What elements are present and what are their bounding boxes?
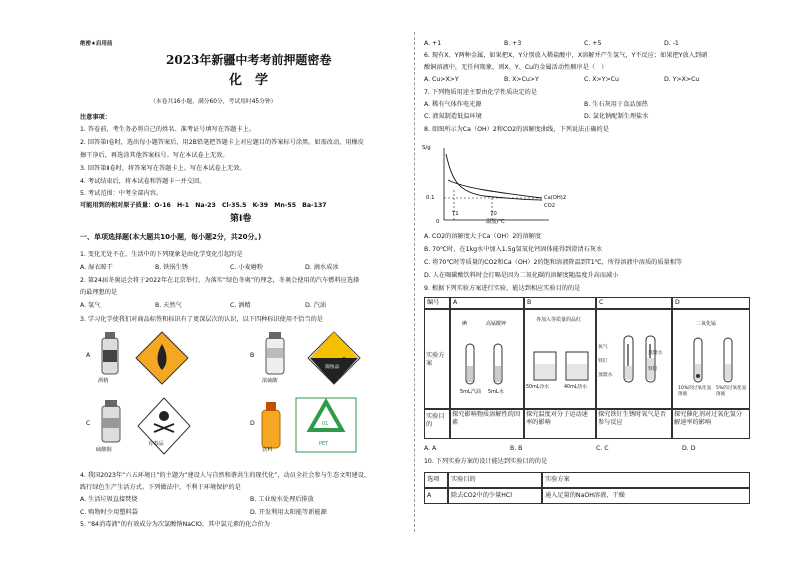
question-4-stem: 4. 我国2023年“六五环境日”的主题为“建设人与自然和谐共生的现代化”，动员全社会参与生态文明建设、 (80, 472, 371, 479)
q3-item-b: 浓硫酸 (262, 378, 278, 384)
q5-option-a: A. +1 (424, 40, 442, 47)
q10-row-goal: 除去CO2中的少量HCl (451, 492, 512, 499)
question-7-stem: 7. 下列物质用途主要由化学性质决定的是 (424, 89, 538, 96)
q8-option-b: B. 70℃时，在1kg水中加入1.5g氢氧化钙固体能得到澄清石灰水 (424, 246, 603, 253)
q9-d-label-5: 5%的过氧化氢溶液 (716, 386, 747, 397)
q9-cell (450, 297, 524, 309)
q9-c-label-water: 蒸馏水 (598, 373, 613, 378)
q6-option-b: B. X>Cu>Y (504, 76, 539, 83)
q2-option-b: B. 天然气 (155, 302, 182, 309)
q3-alcohol-flammable-image (92, 330, 212, 390)
q8-option-a: A. CO2的溶解度大于Ca（OH）2的溶解度 (424, 233, 542, 240)
q4-option-b: B. 工业废水处理后排放 (250, 496, 314, 503)
q6-option-d: D. Y>X>Cu (664, 76, 700, 83)
question-6-stem: 6. 现有X、Y两种金属，如果把X、Y分别放入稀盐酸中，X溶解并产生氢气，Y不反应；如果把Y放入到硝 (424, 52, 708, 59)
right-column (420, 0, 750, 562)
q8-curve-label-2: CO2 (544, 203, 556, 209)
q9-d-label-10: 10%的过氧化氢溶液 (678, 386, 712, 397)
note-item: 5. 考试范围：中考全部内容。 (80, 190, 163, 197)
q1-option-b: B. 铁锅生锈 (155, 264, 188, 271)
q9-cell (524, 297, 596, 309)
q5-option-b: B. +3 (504, 40, 522, 47)
q8-x-label: 温度/℃ (486, 219, 505, 225)
question-8-stem: 8. 如图所示为Ca（OH）2和CO2的溶解度曲线，下列说法正确的是 (424, 126, 609, 133)
q4-option-a: A. 生活垃圾直接焚烧 (80, 496, 138, 503)
q2-option-c: C. 酒精 (230, 302, 251, 309)
q8-option-c: C. 将70℃时等质量的CO2和Ca（OH）2的饱和溶液降温到T1℃，所得溶液中溶质的质量相等 (424, 259, 683, 266)
q4-option-c: C. 购物时少用塑料袋 (80, 509, 138, 516)
q3-item-d: 饮料 (262, 447, 273, 453)
note-item: 4. 考试结束后，将本试卷和答题卡一并交回。 (80, 178, 206, 185)
question-3-stem: 3. 学习化学使我们对商品标签和标识有了更深层次的认识，以下四种标识使用不恰当的是 (80, 316, 323, 323)
q10-cell (542, 472, 750, 488)
q3-sign-d-text: PET (319, 441, 329, 447)
q3-sign-c-text: 有毒品 (148, 441, 164, 447)
exam-info: （本卷共16小题，满分60分，考试用时45分钟） (150, 99, 277, 105)
q8-tick-70: 70 (490, 211, 497, 217)
q5-option-d: D. -1 (664, 40, 679, 47)
q8-option-d: D. 人在喝碳酸饮料时会打嗝是因为二氧化碳的溶解度随温度升高而减小 (424, 272, 619, 279)
q9-c-label-oxygen: 氧气 (598, 345, 608, 350)
q9-d-apparatus (682, 330, 748, 386)
q5-option-c: C. +5 (584, 40, 602, 47)
section-heading: 一、单项选择题(本大题共10小题，每小题2分，共20分。) (80, 233, 262, 241)
q3-sign-d-num: 01 (322, 421, 329, 427)
q9-a-apparatus (454, 330, 520, 390)
q9-option-a: A. A (424, 445, 437, 452)
note-item: 3. 回答第Ⅱ卷时，将答案写在答题卡上。写在本试卷上无效。 (80, 165, 246, 172)
q9-c-apparatus (616, 330, 668, 390)
q7-option-b: B. 生石灰用于食品加热 (584, 101, 648, 108)
q2-option-a: A. 氢气 (80, 302, 101, 309)
q9-a-label-water: 5mL水 (488, 389, 504, 395)
q9-header-c: C (599, 299, 604, 306)
q9-c-label-water-2: 蒸馏水 (648, 351, 663, 356)
q9-a-label-iodine: 碘 (462, 321, 468, 327)
q9-goal-a: 探究影响物质溶解性的因素 (452, 411, 521, 426)
q1-option-c: C. 小麦磨粉 (230, 264, 264, 271)
q9-goal-d: 探究催化剂对过氧化氢分解速率的影响 (674, 411, 743, 426)
left-column (80, 0, 408, 562)
q9-a-label-gasoline: 5mL汽油 (460, 389, 481, 395)
q9-row-plan: 实验方案 (426, 352, 445, 367)
q9-c-label-nail: 铁钉 (598, 359, 608, 364)
q9-cell (596, 297, 672, 309)
q6-option-a: A. Cu>X>Y (424, 76, 459, 83)
q3-item-c: 硫酸铜 (96, 447, 112, 453)
q9-b-apparatus (528, 340, 594, 384)
question-5-stem: 5. “84消毒液”的有效成分为次氯酸钠NaClO，其中氯元素的化合价为 (80, 521, 270, 528)
q1-option-a: A. 湿衣晾干 (80, 264, 113, 271)
q9-header-num: 编号 (427, 299, 440, 306)
note-item: 2. 回答第Ⅰ卷时，选出每小题答案后，用2B铅笔把答题卡上对应题目的答案标号涂黑。如需改动，用橡皮 (80, 139, 364, 146)
q9-b-label-hot: 40mL热水 (564, 385, 588, 390)
note-item: 擦干净后，再选涂其他答案标号。写在本试卷上无效。 (80, 152, 229, 159)
q10-header-option: 选项 (427, 476, 440, 483)
q10-header-goal: 实验目的 (451, 476, 476, 483)
question-2-stem-cont: 的最理想的是 (80, 289, 118, 296)
part-heading: 第Ⅰ卷 (230, 214, 252, 224)
question-6-stem-cont: 酸铜溶液中，无任何现象，则X、Y、Cu的金属活动性顺序是（ ） (424, 64, 608, 71)
note-item: 1. 答卷前，考生务必将自己的姓名、准考证号填写在答题卡上。 (80, 126, 255, 133)
q3-item-a: 酒精 (98, 378, 109, 384)
q2-option-d: D. 汽油 (305, 302, 327, 309)
q9-row-goal: 实验目的 (426, 413, 445, 428)
q8-y-label: S/g (422, 145, 431, 151)
q9-goal-b: 探究温度对分子运动速率的影响 (526, 411, 588, 426)
q3-label-c: C (342, 357, 346, 363)
q9-goal-c: 探究铁钉生锈时氧气是否参与反应 (598, 411, 667, 426)
q10-row-option: A (427, 492, 432, 499)
secret-mark: 绝密★启用前 (80, 41, 113, 47)
column-divider (414, 32, 415, 532)
q9-option-d: D. D (682, 445, 696, 452)
q10-header-plan: 实验方案 (545, 476, 570, 483)
q9-header-a: A (453, 299, 458, 306)
q3-label-b: B (250, 352, 255, 359)
q10-row-plan: 通入足量的NaOH溶液，干燥 (545, 492, 625, 499)
question-9-stem: 9. 根据下列实验方案进行实验，能达到相应实验目的的是 (424, 285, 581, 292)
q9-c-label-nail-2: 铁钉 (648, 367, 658, 372)
question-2-stem: 2. 第24届冬奥运会将于2022年在北京举行，为落实“绿色冬奥”的理念，冬奥会使用的汽车燃料应选择 (80, 277, 360, 284)
q7-option-a: A. 稀有气体作电光源 (424, 101, 482, 108)
q8-curve-label: Ca(OH)2 (544, 195, 567, 201)
q9-d-label-mno2: 二氧化锰 (696, 321, 717, 327)
q7-option-d: D. 氯化钠配制生理盐水 (584, 113, 649, 120)
question-10-stem: 10. 下列实验方案的设计能达到实验目的的是 (424, 458, 548, 465)
question-1-stem: 1. 变化无处不在，生活中的下列现象是由化学变化引起的是 (80, 251, 243, 258)
q3-label-d: D (250, 420, 255, 427)
page-title: 2023年新疆中考考前押题密卷 (166, 53, 332, 67)
q6-option-c: C. X>Y>Cu (584, 76, 619, 83)
q1-option-d: D. 滴水成冰 (305, 264, 339, 271)
subject-title: 化 学 (229, 73, 269, 88)
q9-option-b: B. B (510, 445, 523, 452)
notes-heading: 注意事项： (80, 114, 111, 121)
q9-option-c: C. C (596, 445, 609, 452)
atomic-masses: 可能用到的相对原子质量：O-16 H-1 Na-23 Cl-35.5 K-39 Mn-55 Ba-137 (80, 202, 327, 209)
q9-a-label-kmno4: 高锰酸钾 (486, 321, 507, 327)
q8-origin: 0 (436, 219, 440, 225)
q4-option-d: D. 开发利用太阳能等新能源 (250, 509, 327, 516)
q7-option-c: C. 液氮制造低温环境 (424, 113, 482, 120)
q3-sign-b-text: 腐蚀品 (325, 365, 340, 370)
q9-header-b: B (527, 299, 532, 306)
q3-label-a: A (86, 352, 91, 359)
q8-tick-t1: T1 (452, 211, 459, 217)
question-4-stem-cont: 践行绿色生产生活方式。下列做法中，不利于环境保护的是 (80, 484, 241, 491)
q9-b-label-dye: 各加入等质量的品红 (536, 317, 582, 323)
q9-cell (672, 297, 750, 309)
q9-header-d: D (675, 299, 680, 306)
q8-tick-y: 0.1 (426, 195, 435, 201)
q3-label-c-row: C (86, 420, 91, 427)
q3-drink-recycle-image (256, 396, 386, 458)
q9-b-label-cold: 50mL冷水 (526, 385, 550, 390)
